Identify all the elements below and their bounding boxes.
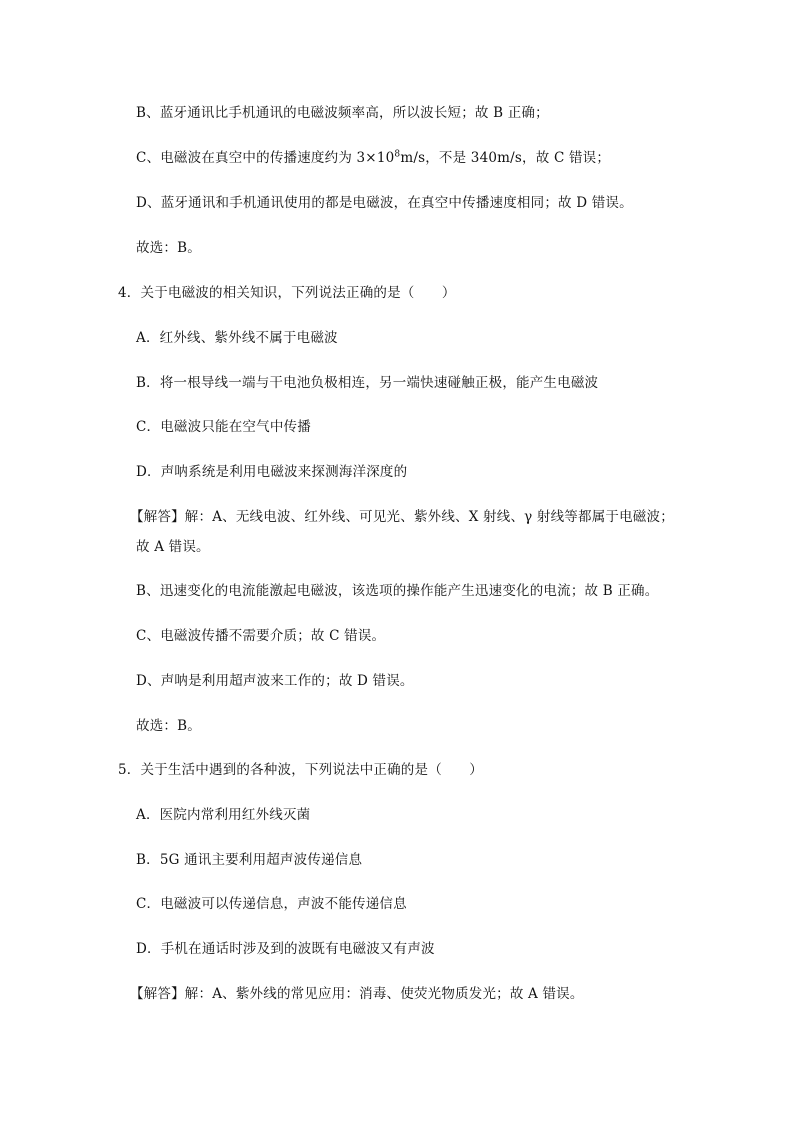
- q3-solution-c: [136, 149, 610, 167]
- q5-option-c: C．电磁波可以传递信息，声波不能传递信息: [136, 896, 407, 912]
- q5-option-b: B．5G 通讯主要利用超声波传递信息: [136, 852, 363, 868]
- q5-solution-a: 【解答】解：A、紫外线的常见应用：消毒、使荧光物质发光；故 A 错误。: [130, 986, 584, 1002]
- q3-solution-d: D、蓝牙通讯和手机通讯使用的都是电磁波，在真空中传播速度相同；故 D 错误。: [136, 195, 633, 211]
- q4-solution-a-line2: 故 A 错误。: [136, 539, 210, 555]
- q3-answer: 故选：B。: [136, 240, 201, 256]
- q5-option-a: A．医院内常利用红外线灭菌: [136, 807, 311, 823]
- q3-solution-c-post: m/s，不是 340m/s，故 C 错误；: [400, 150, 611, 166]
- q4-solution-b: B、迅速变化的电流能激起电磁波，该选项的操作能产生迅速变化的电流；故 B 正确。: [136, 583, 659, 599]
- q4-option-b: B．将一根导线一端与干电池负极相连，另一端快速碰触正极，能产生电磁波: [136, 375, 599, 391]
- q4-solution-a-line1: 【解答】解：A、无线电波、红外线、可见光、紫外线、X 射线、γ 射线等都属于电磁波；: [130, 509, 674, 525]
- q4-option-d: D．声呐系统是利用电磁波来探测海洋深度的: [136, 464, 408, 480]
- q4-answer: 故选：B。: [136, 718, 201, 734]
- q5-option-d: D．手机在通话时涉及到的波既有电磁波又有声波: [136, 941, 435, 957]
- q5-stem: 5．关于生活中遇到的各种波，下列说法中正确的是（ ）: [118, 762, 483, 778]
- q4-option-c: C．电磁波只能在空气中传播: [136, 419, 311, 435]
- q4-stem: 4．关于电磁波的相关知识，下列说法正确的是（ ）: [118, 285, 456, 301]
- q4-solution-d: D、声呐是利用超声波来工作的；故 D 错误。: [136, 673, 414, 689]
- q4-solution-c: C、电磁波传播不需要介质；故 C 错误。: [136, 628, 386, 644]
- q4-option-a: A．红外线、紫外线不属于电磁波: [136, 330, 338, 346]
- q3-solution-c-exponent: 8: [394, 149, 401, 160]
- q3-solution-c-pre: C、电磁波在真空中的传播速度约为 3×10: [136, 150, 395, 166]
- q3-solution-b: B、蓝牙通讯比手机通讯的电磁波频率高，所以波长短；故 B 正确；: [136, 105, 549, 121]
